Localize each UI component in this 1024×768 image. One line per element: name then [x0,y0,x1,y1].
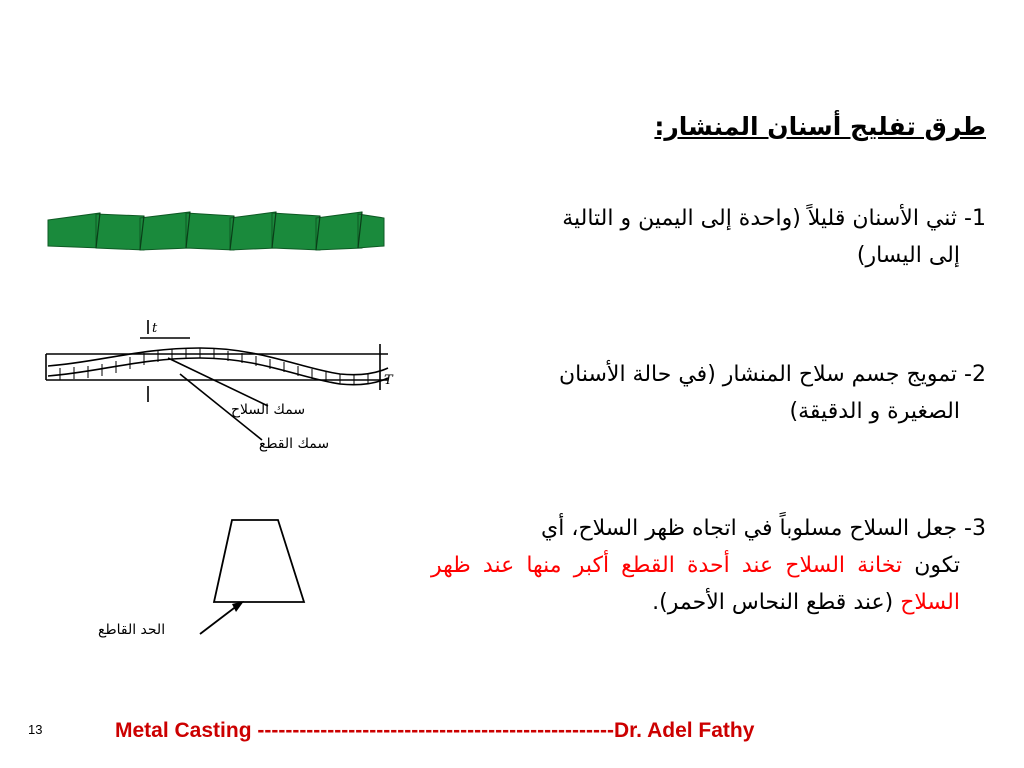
dim-mark-top: t [152,321,158,336]
page-number: 13 [28,722,43,737]
item-text-part2-red: تخانة السلاح عند أحدة القطع أكبر منها [526,553,903,578]
item-text-continuation [431,547,986,621]
item-number: 3- [964,516,986,541]
list-item-2 [431,356,986,430]
item-number: 1- [964,206,986,231]
tapered-blade-figure [180,508,320,648]
item-text-part3-red: عند ظهر السلاح [431,553,960,615]
cutting-edge-label: الحد القاطع [98,622,166,638]
item-text-part1: جعل السلاح مسلوباً في اتجاه ظهر السلاح، أي [541,516,958,541]
item-number: 2- [964,362,986,387]
item-text-part2: تكون [914,553,960,578]
list-item-3 [431,510,986,621]
item-text-line2: الصغيرة و الدقيقة) [789,399,960,424]
blade-thickness-label: سمك السلاح [230,402,306,418]
item-text-part3: (عند قطع النحاس الأحمر). [652,590,894,615]
cut-thickness-label: سمك القطع [258,436,330,452]
list-item-1 [431,200,986,274]
slide-heading: طرق تفليج أسنان المنشار: [654,112,986,141]
item-text-line1: تمويج جسم سلاح المنشار (في حالة الأسنان [558,362,958,387]
footer-text: Metal Casting ---------------------------------------------------Dr. Adel Fathy [115,719,755,742]
item-text-line2: إلى اليسار) [856,243,960,268]
wavy-blade-figure [40,318,405,458]
dim-mark-right: T [384,373,393,388]
item-text-line1: ثني الأسنان قليلاً (واحدة إلى اليمين و التالية [562,206,958,231]
set-teeth-figure [44,208,389,258]
